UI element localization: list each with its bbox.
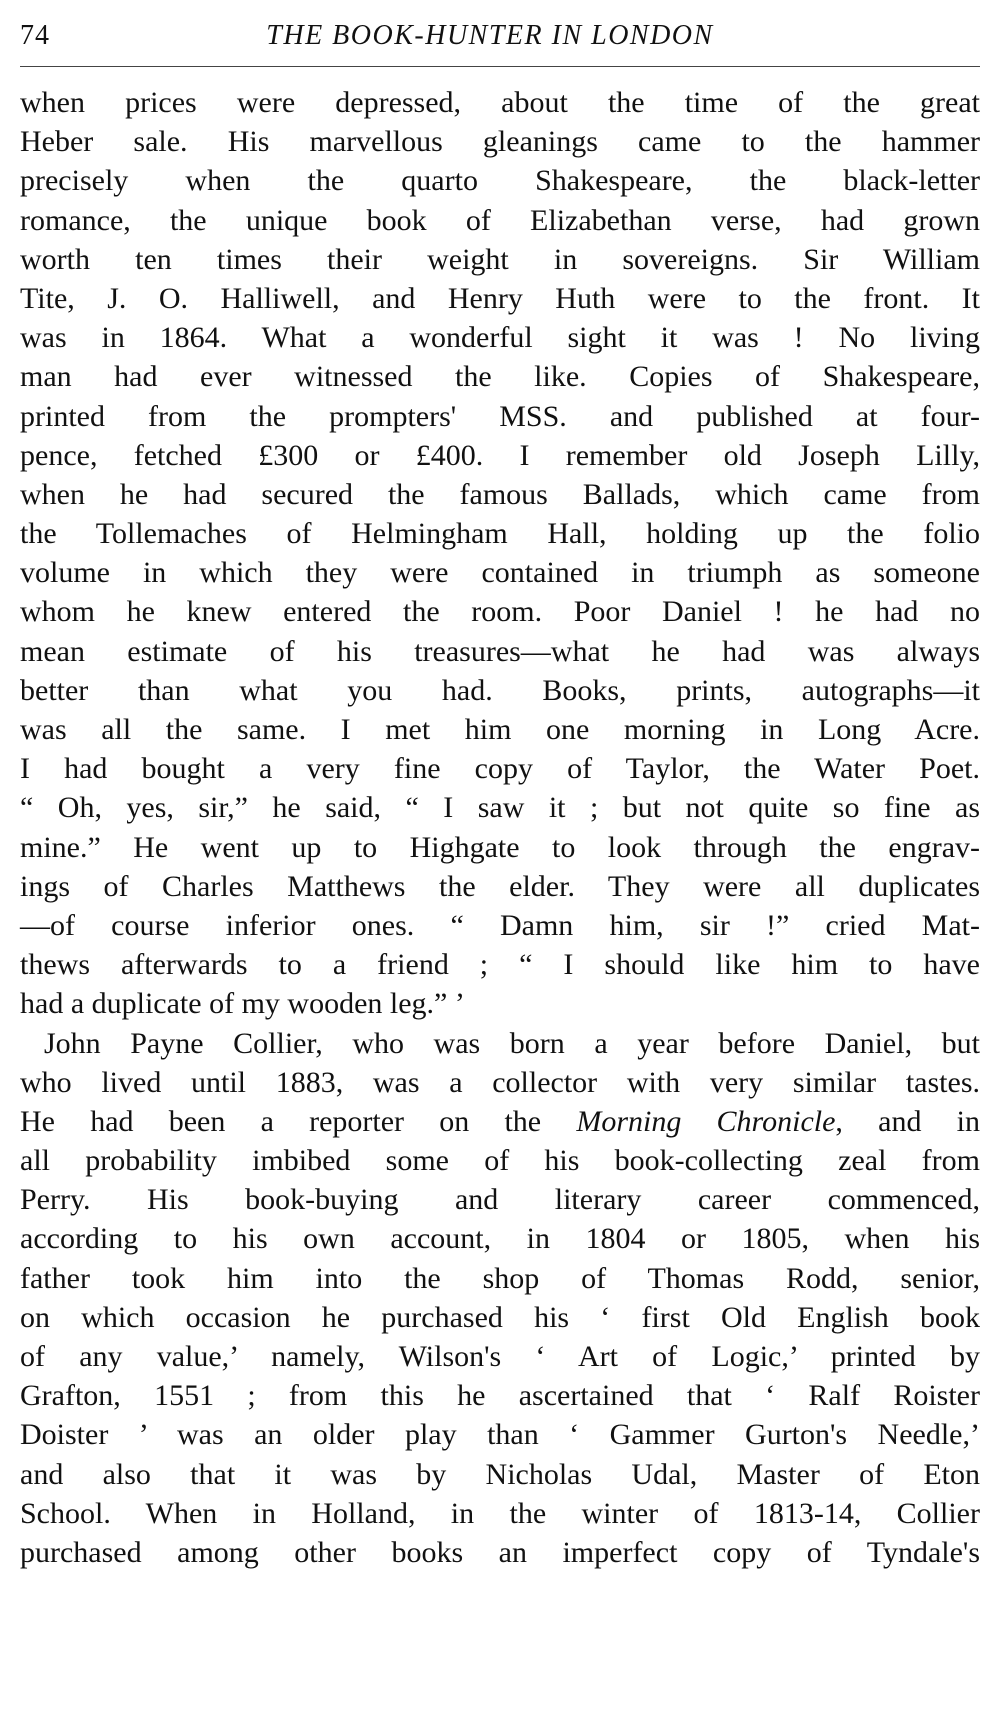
text-line: father took him into the shop of Thomas Rodd, senior, (20, 1261, 980, 1295)
text-line: mine.” He went up to Highgate to look through the engrav- (20, 830, 980, 864)
text-line: printed from the prompters' MSS. and published at four- (20, 399, 980, 433)
text-line: whom he knew entered the room. Poor Daniel ! he had no (20, 595, 980, 629)
text-line: man had ever witnessed the like. Copies of Shakespeare, (20, 360, 980, 394)
text-line: He had been a reporter on the Morning Chronicle, and in (20, 1104, 980, 1138)
text-line: purchased among other books an imperfect copy of Tyndale's (20, 1535, 980, 1569)
text-line: all probability imbibed some of his book-collecting zeal from (20, 1144, 980, 1178)
text-line: pence, fetched £300 or £400. I remember old Joseph Lilly, (20, 438, 980, 472)
text-line: mean estimate of his treasures—what he had was always (20, 634, 980, 668)
text-line: volume in which they were contained in triumph as someone (20, 556, 980, 590)
text-line: when he had secured the famous Ballads, which came from (20, 477, 980, 511)
text-line: Perry. His book-buying and literary career commenced, (20, 1183, 980, 1217)
text-line: romance, the unique book of Elizabethan verse, had grown (20, 203, 980, 237)
text-line: worth ten times their weight in sovereigns. Sir William (20, 242, 980, 276)
text-line: when prices were depressed, about the time of the great (20, 86, 980, 119)
text-line: according to his own account, in 1804 or 1805, when his (20, 1222, 980, 1256)
text-line: better than what you had. Books, prints, autographs—it (20, 673, 980, 707)
page-number: 74 (20, 20, 50, 51)
text-line: ings of Charles Matthews the elder. They were all duplicates (20, 869, 980, 903)
text-line-paragraph-start: John Payne Collier, who was born a year before Daniel, but (44, 1026, 980, 1060)
text-line: precisely when the quarto Shakespeare, the black-letter (20, 164, 980, 198)
text-line: School. When in Holland, in the winter of 1813-14, Collier (20, 1496, 980, 1530)
text-line: thews afterwards to a friend ; “ I should like him to have (20, 948, 980, 982)
text-line: Grafton, 1551 ; from this he ascertained that ‘ Ralf Roister (20, 1379, 980, 1413)
text-line: of any value,’ namely, Wilson's ‘ Art of Logic,’ printed by (20, 1340, 980, 1373)
text-line: Doister ’ was an older play than ‘ Gammer Gurton's Needle,’ (20, 1418, 980, 1452)
text-line: and also that it was by Nicholas Udal, Master of Eton (20, 1457, 980, 1491)
header-rule (20, 66, 980, 67)
text-line: on which occasion he purchased his ‘ first Old English book (20, 1300, 980, 1334)
page-header (20, 20, 960, 60)
running-head: THE BOOK-HUNTER IN LONDON (266, 20, 714, 51)
text-line: I had bought a very fine copy of Taylor, the Water Poet. (20, 752, 980, 786)
italic-title: Morning Chronicle (576, 1104, 836, 1138)
text-line: —of course inferior ones. “ Damn him, sir !” cried Mat- (20, 908, 980, 942)
text-line: who lived until 1883, was a collector with very similar tastes. (20, 1065, 980, 1099)
text-line: “ Oh, yes, sir,” he said, “ I saw it ; but not quite so fine as (20, 791, 980, 825)
body-text (20, 83, 980, 1572)
text-line-paragraph-end: had a duplicate of my wooden leg.” ’ (20, 987, 465, 1021)
text-line: the Tollemaches of Helmingham Hall, holding up the folio (20, 517, 980, 551)
text-line: was all the same. I met him one morning in Long Acre. (20, 713, 980, 746)
text-line: Heber sale. His marvellous gleanings came to the hammer (20, 125, 980, 159)
text-line: was in 1864. What a wonderful sight it was ! No living (20, 321, 980, 355)
text-line: Tite, J. O. Halliwell, and Henry Huth were to the front. It (20, 281, 980, 315)
